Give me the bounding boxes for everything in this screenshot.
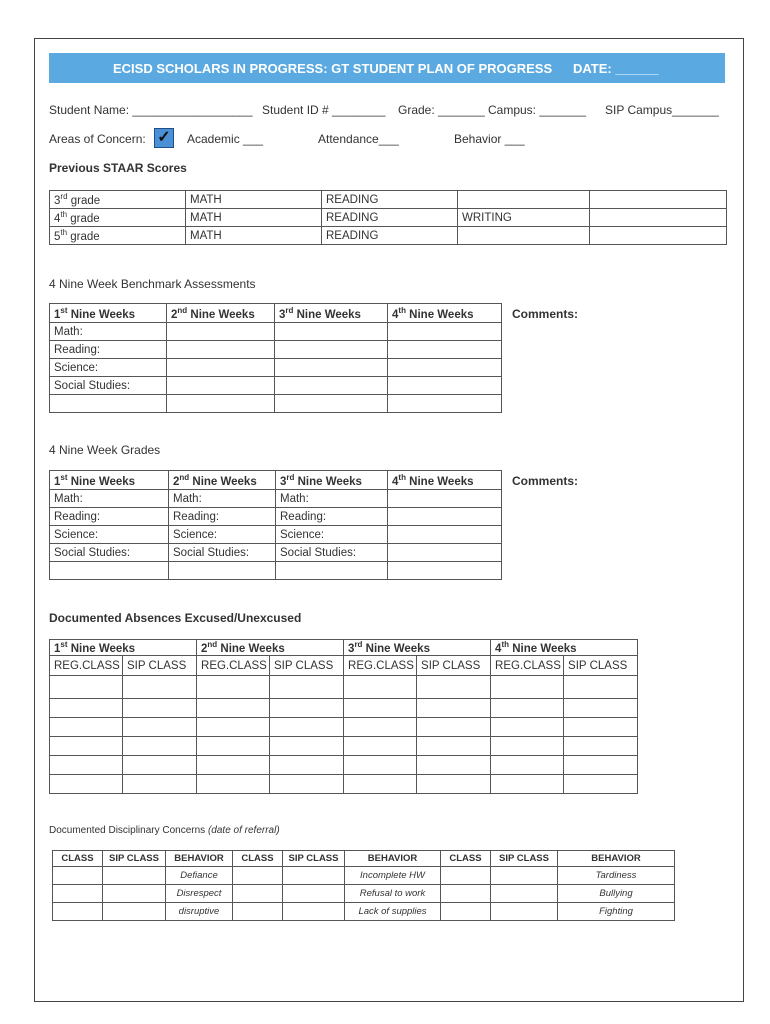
- grades-title: 4 Nine Week Grades: [49, 443, 161, 457]
- absence-cell[interactable]: [270, 756, 344, 775]
- reading-cell[interactable]: READING: [322, 209, 458, 227]
- absences-title: Documented Absences Excused/Unexcused: [49, 611, 302, 625]
- table-row: [50, 490, 502, 508]
- reg-class-header: REG.CLASS: [197, 656, 270, 676]
- subject-cell: Math:: [276, 490, 388, 508]
- subject-cell: Science:: [276, 526, 388, 544]
- class-cell[interactable]: [441, 903, 491, 921]
- subject-cell: Math:: [169, 490, 276, 508]
- reg-class-header: REG.CLASS: [491, 656, 564, 676]
- behavior-header: BEHAVIOR: [166, 851, 233, 867]
- table-row: [50, 699, 638, 718]
- benchmark-title: 4 Nine Week Benchmark Assessments: [49, 277, 256, 291]
- absence-cell[interactable]: [344, 775, 417, 794]
- absence-cell[interactable]: [417, 676, 491, 699]
- table-header-row: [50, 640, 638, 656]
- grade-cell[interactable]: [388, 526, 502, 544]
- score-cell[interactable]: [388, 341, 502, 359]
- writing-cell[interactable]: [458, 191, 590, 209]
- table-header-row: [53, 851, 675, 867]
- date-field[interactable]: DATE: ______: [573, 61, 659, 76]
- week-4-header: 4th Nine Weeks: [388, 471, 502, 490]
- absence-cell[interactable]: [123, 718, 197, 737]
- sip-campus-field[interactable]: SIP Campus_______: [605, 103, 719, 117]
- absence-cell[interactable]: [50, 775, 123, 794]
- writing-cell[interactable]: [458, 227, 590, 245]
- absence-cell[interactable]: [197, 699, 270, 718]
- concern-checkbox[interactable]: ✓: [154, 128, 174, 148]
- table-row: [50, 377, 502, 395]
- table-row: [50, 341, 502, 359]
- absence-cell[interactable]: [564, 737, 638, 756]
- subject-cell: Math:: [50, 323, 167, 341]
- discipline-title: Documented Disciplinary Concerns (date of referral): [49, 825, 280, 836]
- grade-cell[interactable]: [388, 508, 502, 526]
- subject-cell: Math:: [50, 490, 169, 508]
- class-header: CLASS: [441, 851, 491, 867]
- reg-class-header: REG.CLASS: [50, 656, 123, 676]
- extra-cell[interactable]: [590, 209, 727, 227]
- absence-cell[interactable]: [491, 699, 564, 718]
- table-row: [50, 676, 638, 699]
- absence-cell[interactable]: [344, 676, 417, 699]
- benchmark-comments-label: Comments:: [512, 307, 579, 321]
- grade-cell: 5th grade: [50, 227, 186, 245]
- math-cell[interactable]: MATH: [186, 209, 322, 227]
- week-4-header: 4th Nine Weeks: [491, 640, 638, 656]
- behavior-cell[interactable]: Incomplete HW: [345, 867, 441, 885]
- blank-cell[interactable]: [388, 562, 502, 580]
- week-1-header: 1st Nine Weeks: [50, 304, 167, 323]
- grade-field[interactable]: Grade: _______: [398, 103, 485, 117]
- behavior-cell[interactable]: Tardiness: [558, 867, 675, 885]
- writing-cell[interactable]: WRITING: [458, 209, 590, 227]
- absence-cell[interactable]: [344, 756, 417, 775]
- absence-cell[interactable]: [197, 737, 270, 756]
- grade-cell[interactable]: [388, 544, 502, 562]
- absence-cell[interactable]: [197, 775, 270, 794]
- absence-cell[interactable]: [270, 676, 344, 699]
- table-row: [50, 718, 638, 737]
- week-1-header: 1st Nine Weeks: [50, 640, 197, 656]
- score-cell[interactable]: [167, 377, 275, 395]
- score-cell[interactable]: [388, 323, 502, 341]
- sip-class-cell[interactable]: [283, 867, 345, 885]
- grade-cell: 3rd grade: [50, 191, 186, 209]
- absences-table: [49, 639, 638, 794]
- table-row: [50, 359, 502, 377]
- math-cell[interactable]: MATH: [186, 227, 322, 245]
- grades-comments-label: Comments:: [512, 474, 579, 488]
- sip-class-cell[interactable]: [283, 903, 345, 921]
- absence-cell[interactable]: [270, 718, 344, 737]
- behavior-cell[interactable]: Disrespect: [166, 885, 233, 903]
- academic-option[interactable]: Academic ___: [187, 132, 264, 146]
- absence-cell[interactable]: [491, 718, 564, 737]
- table-row: [50, 191, 727, 209]
- subject-cell: Reading:: [50, 341, 167, 359]
- class-cell[interactable]: [233, 903, 283, 921]
- score-cell[interactable]: [388, 377, 502, 395]
- sip-class-cell[interactable]: [491, 867, 558, 885]
- attendance-option[interactable]: Attendance___: [318, 132, 399, 146]
- absence-cell[interactable]: [123, 756, 197, 775]
- page-title: ECISD SCHOLARS IN PROGRESS: GT STUDENT PLAN OF PROGRESS: [113, 61, 553, 76]
- score-cell[interactable]: [275, 359, 388, 377]
- table-row: [50, 508, 502, 526]
- score-cell[interactable]: [275, 377, 388, 395]
- absence-cell[interactable]: [417, 699, 491, 718]
- absence-cell[interactable]: [50, 756, 123, 775]
- table-row: [53, 903, 675, 921]
- table-row: [50, 737, 638, 756]
- class-cell[interactable]: [53, 885, 103, 903]
- absence-cell[interactable]: [564, 775, 638, 794]
- class-cell[interactable]: [53, 903, 103, 921]
- absence-cell[interactable]: [491, 737, 564, 756]
- score-cell[interactable]: [167, 359, 275, 377]
- blank-cell[interactable]: [169, 562, 276, 580]
- behavior-option[interactable]: Behavior ___: [454, 132, 525, 146]
- table-header-row: [50, 304, 502, 323]
- extra-cell[interactable]: [590, 191, 727, 209]
- discipline-table: [52, 850, 675, 921]
- absence-cell[interactable]: [50, 718, 123, 737]
- sip-class-cell[interactable]: [491, 885, 558, 903]
- absence-cell[interactable]: [564, 699, 638, 718]
- absence-cell[interactable]: [123, 737, 197, 756]
- behavior-cell[interactable]: Fighting: [558, 903, 675, 921]
- absence-cell[interactable]: [491, 756, 564, 775]
- absence-cell[interactable]: [564, 756, 638, 775]
- behavior-header: BEHAVIOR: [345, 851, 441, 867]
- subject-cell: Social Studies:: [50, 544, 169, 562]
- class-header: CLASS: [53, 851, 103, 867]
- absence-cell[interactable]: [491, 775, 564, 794]
- math-cell[interactable]: MATH: [186, 191, 322, 209]
- table-row: [53, 867, 675, 885]
- subject-cell: Science:: [50, 526, 169, 544]
- sip-class-cell[interactable]: [283, 885, 345, 903]
- absence-cell[interactable]: [50, 737, 123, 756]
- score-cell[interactable]: [167, 395, 275, 413]
- absence-cell[interactable]: [564, 718, 638, 737]
- absence-cell[interactable]: [344, 699, 417, 718]
- absence-cell[interactable]: [50, 676, 123, 699]
- week-4-header: 4th Nine Weeks: [388, 304, 502, 323]
- behavior-cell[interactable]: Refusal to work: [345, 885, 441, 903]
- table-row: [50, 562, 502, 580]
- week-3-header: 3rd Nine Weeks: [344, 640, 491, 656]
- table-row: [50, 544, 502, 562]
- grade-cell: 4th grade: [50, 209, 186, 227]
- behavior-cell[interactable]: Defiance: [166, 867, 233, 885]
- score-cell[interactable]: [388, 395, 502, 413]
- reading-cell[interactable]: READING: [322, 227, 458, 245]
- score-cell[interactable]: [275, 395, 388, 413]
- score-cell[interactable]: [275, 341, 388, 359]
- subject-cell: Reading:: [50, 508, 169, 526]
- sip-class-header: SIP CLASS: [491, 851, 558, 867]
- blank-cell[interactable]: [50, 395, 167, 413]
- absence-cell[interactable]: [564, 676, 638, 699]
- subject-cell: Science:: [50, 359, 167, 377]
- absence-cell[interactable]: [417, 718, 491, 737]
- sip-class-header: SIP CLASS: [123, 656, 197, 676]
- absence-cell[interactable]: [417, 775, 491, 794]
- absence-cell[interactable]: [197, 676, 270, 699]
- absence-cell[interactable]: [270, 699, 344, 718]
- reg-class-header: REG.CLASS: [344, 656, 417, 676]
- class-cell[interactable]: [233, 867, 283, 885]
- subject-cell: Social Studies:: [276, 544, 388, 562]
- student-name-field[interactable]: Student Name: __________________: [49, 103, 253, 117]
- week-3-header: 3rd Nine Weeks: [276, 471, 388, 490]
- absence-cell[interactable]: [344, 718, 417, 737]
- sip-class-cell[interactable]: [103, 885, 166, 903]
- table-row: [50, 756, 638, 775]
- areas-of-concern-label: Areas of Concern:: [49, 132, 146, 146]
- title-banner: [49, 53, 725, 83]
- reading-cell[interactable]: READING: [322, 191, 458, 209]
- absence-cell[interactable]: [270, 775, 344, 794]
- absence-cell[interactable]: [417, 737, 491, 756]
- absence-cell[interactable]: [417, 756, 491, 775]
- subject-cell: Reading:: [276, 508, 388, 526]
- behavior-cell[interactable]: disruptive: [166, 903, 233, 921]
- week-2-header: 2nd Nine Weeks: [197, 640, 344, 656]
- absence-cell[interactable]: [123, 775, 197, 794]
- subject-cell: Science:: [169, 526, 276, 544]
- subject-cell: Social Studies:: [169, 544, 276, 562]
- table-subheader-row: [50, 656, 638, 676]
- sip-class-cell[interactable]: [491, 903, 558, 921]
- campus-field[interactable]: Campus: _______: [488, 103, 587, 117]
- table-row: [50, 227, 727, 245]
- class-cell[interactable]: [441, 885, 491, 903]
- sip-class-header: SIP CLASS: [103, 851, 166, 867]
- class-cell[interactable]: [53, 867, 103, 885]
- table-row: [50, 323, 502, 341]
- table-row: [50, 209, 727, 227]
- sip-class-header: SIP CLASS: [270, 656, 344, 676]
- week-3-header: 3rd Nine Weeks: [275, 304, 388, 323]
- staar-title: Previous STAAR Scores: [49, 161, 187, 175]
- absence-cell[interactable]: [197, 718, 270, 737]
- table-row: [50, 775, 638, 794]
- score-cell[interactable]: [388, 359, 502, 377]
- behavior-header: BEHAVIOR: [558, 851, 675, 867]
- staar-table: [49, 190, 727, 245]
- benchmark-table: [49, 303, 502, 413]
- absence-cell[interactable]: [270, 737, 344, 756]
- absence-cell[interactable]: [123, 676, 197, 699]
- week-1-header: 1st Nine Weeks: [50, 471, 169, 490]
- grade-cell[interactable]: [388, 490, 502, 508]
- table-row: [50, 395, 502, 413]
- sip-class-header: SIP CLASS: [417, 656, 491, 676]
- table-header-row: [50, 471, 502, 490]
- class-cell[interactable]: [441, 867, 491, 885]
- grades-table: [49, 470, 502, 580]
- behavior-cell[interactable]: Lack of supplies: [345, 903, 441, 921]
- class-header: CLASS: [233, 851, 283, 867]
- score-cell[interactable]: [167, 341, 275, 359]
- behavior-cell[interactable]: Bullying: [558, 885, 675, 903]
- table-row: [53, 885, 675, 903]
- week-2-header: 2nd Nine Weeks: [169, 471, 276, 490]
- sip-class-header: SIP CLASS: [283, 851, 345, 867]
- absence-cell[interactable]: [123, 699, 197, 718]
- absence-cell[interactable]: [344, 737, 417, 756]
- table-row: [50, 526, 502, 544]
- blank-cell[interactable]: [276, 562, 388, 580]
- blank-cell[interactable]: [50, 562, 169, 580]
- class-cell[interactable]: [233, 885, 283, 903]
- sip-class-cell[interactable]: [103, 867, 166, 885]
- absence-cell[interactable]: [50, 699, 123, 718]
- score-cell[interactable]: [167, 323, 275, 341]
- sip-class-cell[interactable]: [103, 903, 166, 921]
- week-2-header: 2nd Nine Weeks: [167, 304, 275, 323]
- subject-cell: Reading:: [169, 508, 276, 526]
- score-cell[interactable]: [275, 323, 388, 341]
- absence-cell[interactable]: [197, 756, 270, 775]
- extra-cell[interactable]: [590, 227, 727, 245]
- subject-cell: Social Studies:: [50, 377, 167, 395]
- absence-cell[interactable]: [491, 676, 564, 699]
- student-id-field[interactable]: Student ID # ________: [262, 103, 386, 117]
- sip-class-header: SIP CLASS: [564, 656, 638, 676]
